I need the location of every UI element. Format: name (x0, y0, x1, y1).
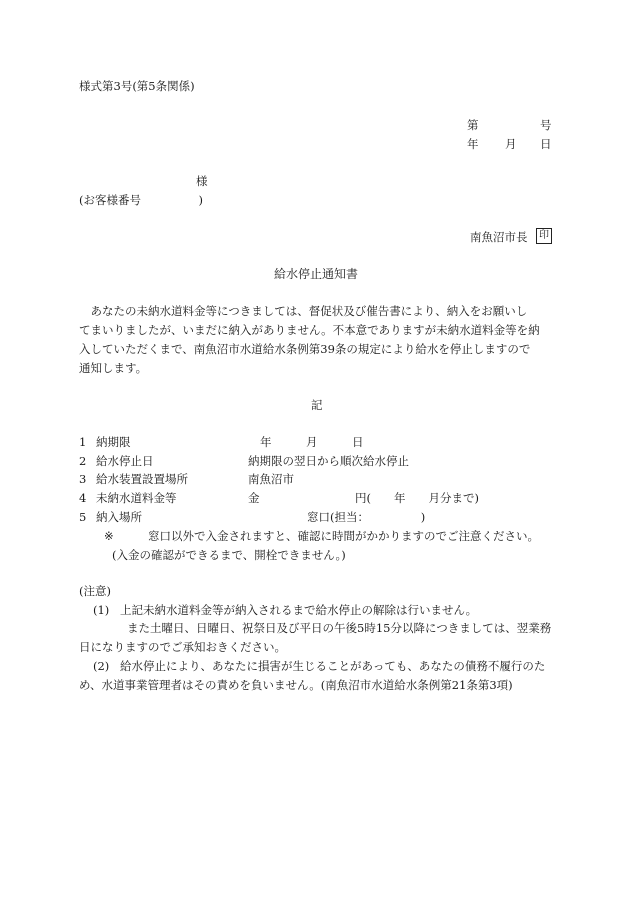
item-value-due-date: 年 月 日 (260, 435, 364, 449)
note-line: 窓口以外で入金されますと、確認に時間がかかりますのでご注意ください。 (148, 529, 539, 543)
addressee-honorific: 様 (196, 174, 208, 188)
body-line: てまいりましたが、いまだに納入がありません。不本意でありますが未納水道料金等を納 (79, 323, 540, 337)
note-star: ※ (104, 529, 114, 543)
caution-item-text: また土曜日、日曜日、祝祭日及び平日の午後5時15分以降につきましては、翌業務 (127, 621, 552, 635)
item-value-amount-period: 円( 年 月分まで) (355, 491, 479, 505)
caution-item-text: 給水停止により、あなたに損害が生じることがあっても、あなたの債務不履行のた (120, 659, 546, 673)
issuer-name: 南魚沼市長 (470, 230, 528, 244)
item-label-payment-place: 納入場所 (96, 510, 142, 524)
item-value-payment-place: 窓口(担当： ) (307, 510, 426, 524)
caution-item-text: め、水道事業管理者はその責めを負いません。(南魚沼市水道給水条例第21条第3項) (79, 678, 513, 692)
body-line: あなたの未納水道料金等につきましては、督促状及び催告書により、納入をお願いし (79, 304, 528, 318)
item-label-due-date: 納期限 (96, 435, 131, 449)
caution-item-text: 日になりますのでご承知おきください。 (79, 640, 286, 654)
seal-stamp: 印 (536, 228, 552, 244)
caution-item-text: 上記未納水道料金等が納入されるまで給水停止の解除は行いません。 (120, 603, 478, 617)
date-day: 日 (540, 137, 552, 151)
form-label: 様式第3号(第5条関係) (79, 79, 195, 93)
item-label-stop-date: 給水停止日 (96, 454, 154, 468)
item-label-location: 給水装置設置場所 (96, 472, 188, 486)
customer-number: (お客様番号 ) (79, 193, 203, 207)
item-number: 3 (79, 472, 87, 486)
item-value-amount-prefix: 金 (248, 491, 260, 505)
caution-item-number: (1) (93, 603, 110, 617)
number-prefix: 第 (467, 118, 479, 132)
note-line: (入金の確認ができるまで、開栓できません。) (112, 548, 346, 562)
item-number: 4 (79, 491, 87, 505)
document-title: 給水停止通知書 (274, 267, 359, 281)
caution-item-number: (2) (93, 659, 110, 673)
date-month: 月 (505, 137, 517, 151)
item-number: 1 (79, 435, 87, 449)
date-year: 年 (467, 137, 479, 151)
item-label-unpaid-amount: 未納水道料金等 (96, 491, 177, 505)
item-value-location: 南魚沼市 (248, 472, 294, 486)
item-number: 5 (79, 510, 87, 524)
body-line: 入していただくまで、南魚沼市水道給水条例第39条の規定により給水を停止しますので (79, 342, 531, 356)
body-line: 通知します。 (79, 361, 148, 375)
caution-heading: (注意) (79, 584, 111, 598)
item-value-stop-date: 納期限の翌日から順次給水停止 (248, 454, 409, 468)
ki-heading: 記 (311, 398, 323, 412)
number-suffix: 号 (540, 118, 552, 132)
item-number: 2 (79, 454, 87, 468)
